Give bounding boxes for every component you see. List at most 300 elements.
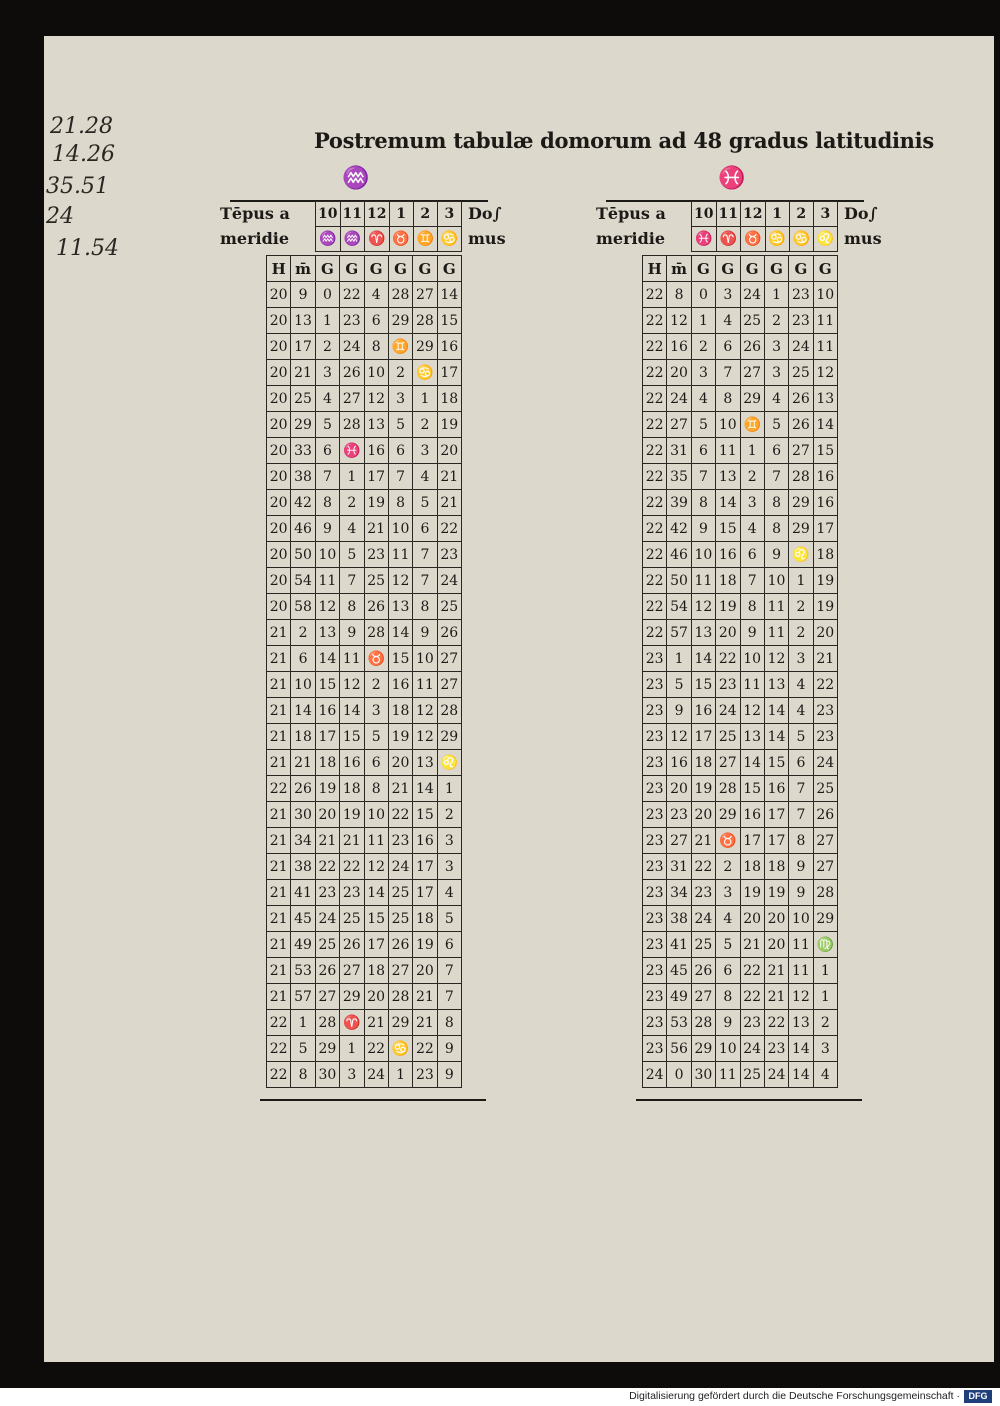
header-mus: mus xyxy=(844,229,882,248)
table-cell: 25 xyxy=(388,880,412,906)
table-cell: 4 xyxy=(716,308,740,334)
table-cell: 16 xyxy=(437,334,461,360)
table-cell: 4 xyxy=(691,386,715,412)
table-cell: 23 xyxy=(643,880,667,906)
table-cell: 19 xyxy=(813,594,837,620)
table-cell: 49 xyxy=(291,932,315,958)
table-cell: 16 xyxy=(413,828,437,854)
table-cell: 3 xyxy=(716,282,740,308)
table-cell: 3 xyxy=(437,854,461,880)
table-cell: 23 xyxy=(643,672,667,698)
table-cell: 23 xyxy=(643,828,667,854)
table-cell: 27 xyxy=(691,984,715,1010)
table-cell: 7 xyxy=(691,464,715,490)
table-cell: 8 xyxy=(667,282,691,308)
table-cell: 28 xyxy=(364,620,388,646)
table-cell: 28 xyxy=(691,1010,715,1036)
table-cell: 27 xyxy=(437,646,461,672)
table-cell: 26 xyxy=(340,360,364,386)
table-cell: 18 xyxy=(388,698,412,724)
table-cell: 22 xyxy=(643,308,667,334)
table-cell: 19 xyxy=(691,776,715,802)
book-page xyxy=(44,36,994,1362)
table-cell: 9 xyxy=(437,1062,461,1088)
table-cell: 3 xyxy=(764,360,788,386)
table-row xyxy=(267,308,462,334)
table-cell: 22 xyxy=(643,412,667,438)
house-sign: ♌ xyxy=(813,227,837,252)
dfg-logo: DFG xyxy=(964,1390,992,1403)
table-cell: 22 xyxy=(643,282,667,308)
table-cell: 24 xyxy=(315,906,339,932)
house-sign: ♉ xyxy=(741,227,766,252)
table-cell: 1 xyxy=(740,438,764,464)
table-cell: 6 xyxy=(315,438,339,464)
table-cell: 21 xyxy=(413,1010,437,1036)
sign-heading: ♒ xyxy=(342,165,370,191)
table-cell: 14 xyxy=(315,646,339,672)
table-cell: 12 xyxy=(691,594,715,620)
table-cell: 11 xyxy=(789,932,813,958)
table-row xyxy=(643,1010,838,1036)
unit-header: G xyxy=(437,256,461,282)
house-number: 3 xyxy=(437,202,461,227)
house-sign: ♓ xyxy=(692,227,717,252)
table-cell: 4 xyxy=(740,516,764,542)
table-cell: 1 xyxy=(388,1062,412,1088)
table-cell: 3 xyxy=(388,386,412,412)
table-cell: 22 xyxy=(267,1036,291,1062)
table-cell: ♋ xyxy=(413,360,437,386)
table-cell: 19 xyxy=(413,932,437,958)
table-cell: 2 xyxy=(716,854,740,880)
table-cell: 16 xyxy=(716,542,740,568)
table-cell: 12 xyxy=(764,646,788,672)
table-cell: 8 xyxy=(364,776,388,802)
table-cell: 10 xyxy=(716,1036,740,1062)
table-cell: 20 xyxy=(267,360,291,386)
table-cell: 21 xyxy=(267,672,291,698)
table-cell: 15 xyxy=(764,750,788,776)
table-cell: 16 xyxy=(667,334,691,360)
table-cell: 15 xyxy=(437,308,461,334)
table-row xyxy=(643,438,838,464)
table-cell: 2 xyxy=(315,334,339,360)
table-cell: 9 xyxy=(437,1036,461,1062)
house-header-grid xyxy=(691,201,838,252)
table-cell: 26 xyxy=(813,802,837,828)
table-cell: 20 xyxy=(716,620,740,646)
table-cell: 21 xyxy=(267,854,291,880)
table-cell: 27 xyxy=(789,438,813,464)
table-row xyxy=(267,386,462,412)
table-cell: 24 xyxy=(813,750,837,776)
table-cell: 12 xyxy=(740,698,764,724)
table-cell: 13 xyxy=(740,724,764,750)
table-cell: 21 xyxy=(267,724,291,750)
table-cell: 10 xyxy=(364,360,388,386)
table-cell: 22 xyxy=(643,334,667,360)
table-cell: 11 xyxy=(813,334,837,360)
header-tempus: Tēpus a xyxy=(596,204,666,223)
table-cell: 22 xyxy=(364,1036,388,1062)
table-cell: 23 xyxy=(643,724,667,750)
sign-heading: ♓ xyxy=(718,165,746,191)
table-cell: 17 xyxy=(437,360,461,386)
table-row xyxy=(267,438,462,464)
table-cell: 18 xyxy=(764,854,788,880)
bottom-rule xyxy=(260,1099,486,1101)
table-cell: 5 xyxy=(291,1036,315,1062)
table-cell: 7 xyxy=(437,958,461,984)
table-cell: 23 xyxy=(643,776,667,802)
table-cell: 20 xyxy=(764,906,788,932)
table-cell: ♍ xyxy=(813,932,837,958)
table-cell: 1 xyxy=(413,386,437,412)
table-cell: 23 xyxy=(643,1036,667,1062)
table-cell: 22 xyxy=(267,776,291,802)
table-cell: 19 xyxy=(740,880,764,906)
table-cell: 16 xyxy=(740,802,764,828)
table-cell: 20 xyxy=(388,750,412,776)
table-cell: 27 xyxy=(388,958,412,984)
table-cell: 23 xyxy=(364,542,388,568)
table-cell: 7 xyxy=(413,542,437,568)
table-cell: 2 xyxy=(364,672,388,698)
table-cell: 25 xyxy=(437,594,461,620)
house-number: 3 xyxy=(813,202,837,227)
table-cell: 27 xyxy=(315,984,339,1010)
table-row xyxy=(267,620,462,646)
table-cell: 26 xyxy=(437,620,461,646)
table-row xyxy=(643,906,838,932)
table-cell: 28 xyxy=(315,1010,339,1036)
table-cell: 30 xyxy=(315,1062,339,1088)
table-row xyxy=(267,958,462,984)
table-cell: 3 xyxy=(789,646,813,672)
table-cell: 10 xyxy=(413,646,437,672)
table-cell: 16 xyxy=(813,490,837,516)
table-cell: 11 xyxy=(813,308,837,334)
table-cell: 50 xyxy=(291,542,315,568)
table-cell: 19 xyxy=(364,490,388,516)
table-cell: 23 xyxy=(813,724,837,750)
table-cell: 22 xyxy=(643,490,667,516)
table-cell: 19 xyxy=(813,568,837,594)
table-cell: 18 xyxy=(315,750,339,776)
table-cell: 6 xyxy=(364,750,388,776)
unit-header: G xyxy=(691,256,715,282)
table-cell: 1 xyxy=(764,282,788,308)
table-cell: 10 xyxy=(764,568,788,594)
table-cell: 50 xyxy=(667,568,691,594)
table-cell: 12 xyxy=(340,672,364,698)
table-cell: 20 xyxy=(267,542,291,568)
table-cell: 13 xyxy=(789,1010,813,1036)
table-cell: 4 xyxy=(315,386,339,412)
table-cell: 20 xyxy=(267,464,291,490)
house-number: 12 xyxy=(365,202,390,227)
table-cell: 19 xyxy=(388,724,412,750)
house-number: 11 xyxy=(716,202,741,227)
table-cell: 14 xyxy=(789,1036,813,1062)
table-cell: 29 xyxy=(315,1036,339,1062)
table-cell: 5 xyxy=(388,412,412,438)
table-cell: 11 xyxy=(388,542,412,568)
table-cell: 2 xyxy=(388,360,412,386)
table-cell: 9 xyxy=(691,516,715,542)
table-cell: 33 xyxy=(291,438,315,464)
table-cell: 7 xyxy=(716,360,740,386)
table-cell: 23 xyxy=(691,880,715,906)
table-cell: 15 xyxy=(364,906,388,932)
table-cell: 6 xyxy=(764,438,788,464)
table-cell: 8 xyxy=(764,516,788,542)
table-cell: 6 xyxy=(437,932,461,958)
table-cell: 21 xyxy=(388,776,412,802)
table-cell: 46 xyxy=(667,542,691,568)
table-cell: 2 xyxy=(437,802,461,828)
table-cell: 1 xyxy=(437,776,461,802)
house-sign: ♋ xyxy=(437,227,461,252)
table-row xyxy=(643,360,838,386)
table-cell: 21 xyxy=(291,360,315,386)
table-cell: 13 xyxy=(716,464,740,490)
table-cell: 20 xyxy=(267,516,291,542)
table-cell: 14 xyxy=(413,776,437,802)
table-cell: 57 xyxy=(291,984,315,1010)
table-cell: 20 xyxy=(267,490,291,516)
table-cell: 8 xyxy=(388,490,412,516)
table-cell: 22 xyxy=(740,958,764,984)
table-cell: 1 xyxy=(789,568,813,594)
table-cell: 8 xyxy=(413,594,437,620)
unit-header: G xyxy=(764,256,788,282)
table-cell: 31 xyxy=(667,854,691,880)
table-cell: 22 xyxy=(340,854,364,880)
table-cell: 12 xyxy=(789,984,813,1010)
table-cell: 14 xyxy=(716,490,740,516)
table-cell: 22 xyxy=(643,542,667,568)
margin-note: 35.51 xyxy=(46,174,109,199)
table-cell: 22 xyxy=(813,672,837,698)
table-cell: 6 xyxy=(291,646,315,672)
table-cell: 21 xyxy=(267,802,291,828)
table-cell: ♌ xyxy=(789,542,813,568)
table-cell: 22 xyxy=(716,646,740,672)
table-cell: 17 xyxy=(764,802,788,828)
table-cell: 17 xyxy=(413,880,437,906)
header-domus: Do∫ xyxy=(468,204,502,223)
table-cell: 27 xyxy=(413,282,437,308)
table-cell: 29 xyxy=(340,984,364,1010)
table-cell: 29 xyxy=(291,412,315,438)
table-cell: 16 xyxy=(364,438,388,464)
table-cell: 17 xyxy=(764,828,788,854)
table-cell: 27 xyxy=(716,750,740,776)
table-cell: 6 xyxy=(740,542,764,568)
table-cell: 25 xyxy=(340,906,364,932)
table-cell: 3 xyxy=(315,360,339,386)
table-row xyxy=(267,334,462,360)
table-row xyxy=(643,386,838,412)
house-sign: ♉ xyxy=(389,227,413,252)
table-cell: 2 xyxy=(413,412,437,438)
table-cell: 20 xyxy=(764,932,788,958)
table-cell: 23 xyxy=(764,1036,788,1062)
table-cell: 1 xyxy=(291,1010,315,1036)
table-cell: 23 xyxy=(643,646,667,672)
table-row xyxy=(267,1036,462,1062)
table-cell: 25 xyxy=(364,568,388,594)
table-cell: 29 xyxy=(789,516,813,542)
table-row xyxy=(643,646,838,672)
house-number: 10 xyxy=(316,202,341,227)
table-cell: 20 xyxy=(667,776,691,802)
table-cell: 27 xyxy=(813,854,837,880)
table-cell: 24 xyxy=(364,1062,388,1088)
table-cell: 14 xyxy=(789,1062,813,1088)
table-cell: 23 xyxy=(789,308,813,334)
table-cell: 20 xyxy=(315,802,339,828)
table-cell: 27 xyxy=(667,828,691,854)
unit-header: G xyxy=(364,256,388,282)
table-cell: 22 xyxy=(691,854,715,880)
table-cell: 2 xyxy=(340,490,364,516)
table-cell: 20 xyxy=(267,412,291,438)
table-cell: 10 xyxy=(740,646,764,672)
table-row xyxy=(643,464,838,490)
table-cell: 15 xyxy=(813,438,837,464)
table-row xyxy=(643,802,838,828)
house-sign: ♒ xyxy=(340,227,365,252)
table-cell: 25 xyxy=(740,308,764,334)
table-cell: 17 xyxy=(364,464,388,490)
table-cell: ♉ xyxy=(364,646,388,672)
table-cell: 57 xyxy=(667,620,691,646)
table-cell: 28 xyxy=(388,282,412,308)
table-cell: 13 xyxy=(764,672,788,698)
table-cell: 11 xyxy=(315,568,339,594)
table-row xyxy=(267,724,462,750)
table-row xyxy=(643,594,838,620)
table-cell: 21 xyxy=(267,828,291,854)
table-cell: 16 xyxy=(813,464,837,490)
table-cell: 13 xyxy=(813,386,837,412)
table-cell: 35 xyxy=(667,464,691,490)
table-cell: 7 xyxy=(789,776,813,802)
table-cell: 23 xyxy=(437,542,461,568)
table-cell: 30 xyxy=(291,802,315,828)
table-cell: 7 xyxy=(413,568,437,594)
table-cell: 19 xyxy=(437,412,461,438)
table-cell: 6 xyxy=(388,438,412,464)
table-cell: 17 xyxy=(740,828,764,854)
table-cell: 22 xyxy=(643,594,667,620)
table-cell: 18 xyxy=(340,776,364,802)
table-cell: 6 xyxy=(789,750,813,776)
table-cell: 24 xyxy=(437,568,461,594)
table-cell: 8 xyxy=(764,490,788,516)
table-cell: 6 xyxy=(691,438,715,464)
table-cell: 6 xyxy=(716,958,740,984)
table-cell: 21 xyxy=(291,750,315,776)
table-cell: 9 xyxy=(789,880,813,906)
table-cell: 6 xyxy=(716,334,740,360)
table-cell: 26 xyxy=(740,334,764,360)
table-cell: 20 xyxy=(667,360,691,386)
data-grid xyxy=(266,255,462,1088)
table-cell: 29 xyxy=(716,802,740,828)
table-cell: 39 xyxy=(667,490,691,516)
table-cell: 28 xyxy=(789,464,813,490)
table-cell: 3 xyxy=(437,828,461,854)
table-cell: 20 xyxy=(267,334,291,360)
table-cell: 9 xyxy=(740,620,764,646)
table-cell: 24 xyxy=(340,334,364,360)
table-row xyxy=(267,568,462,594)
table-cell: 10 xyxy=(315,542,339,568)
header-meridie: meridie xyxy=(220,229,290,248)
table-cell: 27 xyxy=(437,672,461,698)
table-row xyxy=(643,568,838,594)
table-row xyxy=(267,542,462,568)
table-cell: 22 xyxy=(267,1010,291,1036)
table-row xyxy=(643,1062,838,1088)
table-cell: 29 xyxy=(789,490,813,516)
table-cell: 23 xyxy=(643,854,667,880)
table-cell: 10 xyxy=(691,542,715,568)
table-cell: 8 xyxy=(364,334,388,360)
table-cell: 2 xyxy=(740,464,764,490)
table-cell: 18 xyxy=(740,854,764,880)
table-cell: 11 xyxy=(789,958,813,984)
table-cell: 1 xyxy=(691,308,715,334)
table-cell: 38 xyxy=(667,906,691,932)
table-cell: 22 xyxy=(340,282,364,308)
table-cell: 3 xyxy=(813,1036,837,1062)
table-cell: 17 xyxy=(813,516,837,542)
table-cell: 13 xyxy=(413,750,437,776)
table-cell: 23 xyxy=(667,802,691,828)
table-cell: 20 xyxy=(813,620,837,646)
table-cell: 21 xyxy=(813,646,837,672)
table-cell: 21 xyxy=(267,698,291,724)
unit-header: m̄ xyxy=(291,256,315,282)
table-cell: 0 xyxy=(667,1062,691,1088)
table-cell: 25 xyxy=(315,932,339,958)
house-number: 2 xyxy=(789,202,813,227)
table-cell: 26 xyxy=(291,776,315,802)
table-cell: 17 xyxy=(413,854,437,880)
table-cell: 56 xyxy=(667,1036,691,1062)
table-cell: 14 xyxy=(437,282,461,308)
table-cell: 14 xyxy=(691,646,715,672)
table-cell: 7 xyxy=(315,464,339,490)
table-cell: 25 xyxy=(691,932,715,958)
table-row xyxy=(643,880,838,906)
table-cell: 11 xyxy=(340,646,364,672)
table-cell: 4 xyxy=(364,282,388,308)
table-cell: 16 xyxy=(388,672,412,698)
house-sign: ♈ xyxy=(716,227,741,252)
unit-header: G xyxy=(789,256,813,282)
table-cell: 45 xyxy=(667,958,691,984)
table-cell: 5 xyxy=(364,724,388,750)
table-cell: 9 xyxy=(789,854,813,880)
table-cell: 20 xyxy=(740,906,764,932)
table-cell: 21 xyxy=(267,620,291,646)
